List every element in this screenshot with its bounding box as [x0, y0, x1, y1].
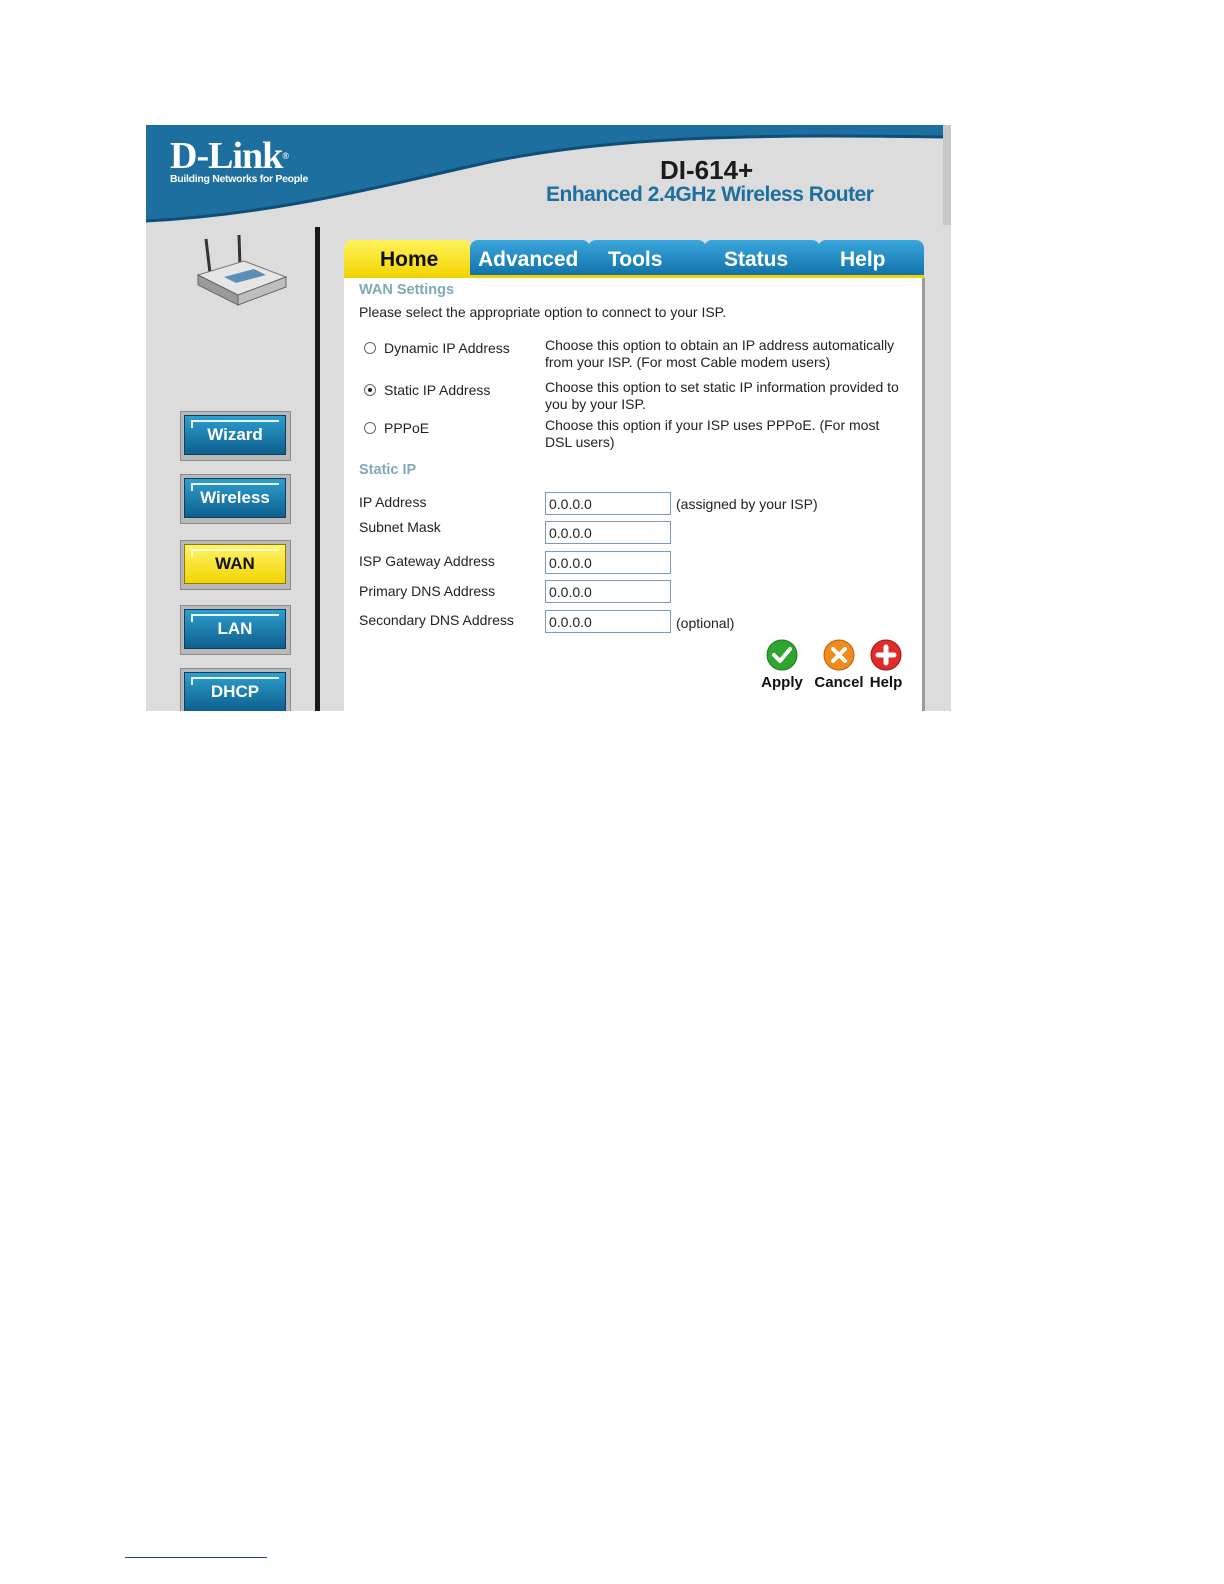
secondary-dns-hint: (optional) — [676, 615, 735, 631]
product-subtitle: Enhanced 2.4GHz Wireless Router — [546, 183, 874, 206]
field-label-primary-dns: Primary DNS Address — [359, 583, 496, 599]
wan-instruction: Please select the appropriate option to connect to your ISP. — [359, 304, 727, 320]
option-label-static-ip: Static IP Address — [384, 382, 491, 398]
tab-label: Advanced — [478, 248, 579, 271]
tab-home[interactable] — [344, 240, 472, 278]
tab-help[interactable] — [818, 240, 924, 278]
sidebar-item-label: WAN — [184, 544, 286, 584]
option-desc-static-ip — [545, 379, 905, 413]
field-label-secondary-dns: Secondary DNS Address — [359, 612, 514, 628]
tab-bar — [344, 240, 924, 278]
sidebar-item-dhcp[interactable] — [180, 668, 291, 711]
logo-tagline: Building Networks for People — [170, 173, 309, 185]
router-admin-screenshot — [146, 125, 951, 711]
apply-button[interactable] — [758, 639, 806, 691]
header-banner — [146, 125, 951, 225]
primary-dns-input[interactable] — [545, 580, 671, 603]
tab-tools[interactable] — [588, 240, 706, 278]
option-desc-dynamic-ip — [545, 337, 905, 371]
wan-settings-panel — [344, 278, 925, 711]
cancel-button[interactable] — [812, 639, 866, 691]
dlink-logo[interactable]: D-Link® Building Networks for People — [170, 135, 309, 185]
tab-label: Tools — [608, 248, 663, 271]
sidebar-item-label: DHCP — [184, 672, 286, 711]
tab-advanced[interactable] — [470, 240, 590, 278]
desc-line: Choose this option to obtain an IP address automatically — [545, 337, 895, 353]
secondary-dns-input[interactable] — [545, 610, 671, 633]
help-button[interactable] — [866, 639, 906, 691]
desc-line: from your ISP. (For most Cable modem users) — [545, 354, 831, 370]
section-title-static-ip: Static IP — [359, 462, 417, 478]
sidebar-item-wireless[interactable] — [180, 474, 291, 524]
sidebar-item-label: Wireless — [184, 478, 286, 518]
sidebar-item-lan[interactable] — [180, 605, 291, 655]
radio-static-ip[interactable] — [364, 384, 376, 396]
sidebar-item-label: LAN — [184, 609, 286, 649]
logo-text: D-Link — [170, 135, 283, 177]
router-icon — [194, 231, 289, 309]
section-title-wan: WAN Settings — [359, 282, 455, 298]
ip-address-input[interactable] — [545, 492, 671, 515]
tab-label: Status — [724, 248, 789, 271]
cancel-x-icon — [823, 639, 855, 671]
isp-gateway-input[interactable] — [545, 551, 671, 574]
tab-status[interactable] — [704, 240, 820, 278]
sidebar — [146, 225, 316, 711]
field-label-subnet-mask: Subnet Mask — [359, 519, 441, 535]
radio-pppoe[interactable] — [364, 422, 376, 434]
option-label-pppoe: PPPoE — [384, 420, 430, 436]
sidebar-item-wan[interactable] — [180, 540, 291, 590]
cancel-label: Cancel — [814, 674, 864, 691]
model-name: DI-614+ — [660, 155, 754, 185]
help-plus-icon — [870, 639, 902, 671]
footnote-separator — [125, 1557, 267, 1558]
radio-dynamic-ip[interactable] — [364, 342, 376, 354]
subnet-mask-input[interactable] — [545, 521, 671, 544]
tab-label: Home — [380, 248, 439, 271]
desc-line: Choose this option to set static IP information provided to — [545, 379, 899, 395]
sidebar-item-label: Wizard — [184, 415, 286, 455]
checkmark-icon — [766, 639, 798, 671]
tab-label: Help — [840, 248, 886, 271]
sidebar-divider — [315, 227, 320, 711]
field-label-ip-address: IP Address — [359, 494, 427, 510]
desc-line: DSL users) — [545, 434, 615, 450]
field-label-isp-gateway: ISP Gateway Address — [359, 553, 495, 569]
ip-address-hint: (assigned by your ISP) — [676, 496, 818, 512]
apply-label: Apply — [761, 674, 803, 691]
option-label-dynamic-ip: Dynamic IP Address — [384, 340, 510, 356]
desc-line: Choose this option if your ISP uses PPPoE. (For most — [545, 417, 880, 433]
desc-line: you by your ISP. — [545, 396, 646, 412]
help-label: Help — [869, 674, 903, 691]
option-desc-pppoe — [545, 417, 905, 451]
sidebar-item-wizard[interactable] — [180, 411, 291, 461]
